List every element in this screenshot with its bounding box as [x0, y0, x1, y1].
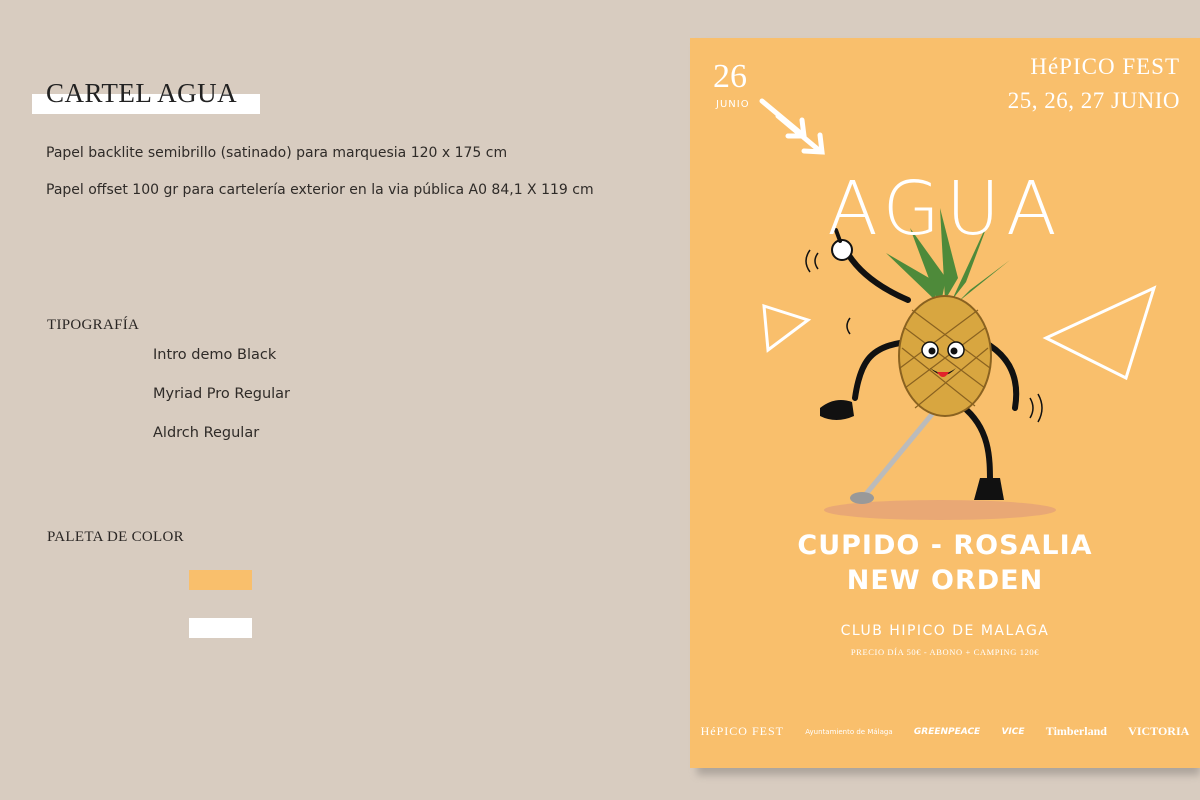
title-block [46, 78, 237, 109]
poster-venue: CLUB HIPICO DE MALAGA [840, 623, 1050, 639]
spec-line-1: Papel backlite semibrillo (satinado) para marquesia 120 x 175 cm [46, 145, 508, 161]
poster-lineup-1: CUPIDO - ROSALIA [797, 530, 1093, 561]
color-swatch-orange [189, 570, 252, 590]
sponsor-victoria: VICTORIA [1128, 724, 1190, 738]
pineapple-illustration [690, 38, 1200, 768]
font-item-myriad: Myriad Pro Regular [153, 386, 291, 402]
arrows-icon [762, 101, 822, 152]
poster-fest-name: HéPICO FEST [1030, 54, 1180, 79]
sponsor-timberland: Timberland [1045, 724, 1107, 738]
sponsor-hepico: HéPICO FEST [700, 724, 784, 738]
color-swatch-white [189, 618, 252, 638]
poster-month: JUNIO [716, 99, 750, 110]
typography-heading: TIPOGRAFÍA [47, 317, 140, 333]
sponsor-vice: VICE [1001, 726, 1025, 737]
poster-price: PRECIO DÍA 50€ - ABONO + CAMPING 120€ [850, 647, 1040, 657]
triangle-right-icon [1046, 288, 1154, 378]
sponsor-ayuntamiento: Ayuntamiento de Málaga [805, 727, 893, 736]
sponsor-strip [690, 724, 1200, 739]
triangle-left-icon [764, 306, 808, 350]
poster-lineup-2: NEW ORDEN [846, 565, 1044, 596]
sponsor-greenpeace: GREENPEACE [913, 726, 981, 737]
page-title: CARTEL AGUA [46, 78, 238, 108]
poster-fest-dates: 25, 26, 27 JUNIO [1007, 88, 1180, 113]
font-item-intro: Intro demo Black [153, 347, 277, 363]
spec-line-2: Papel offset 100 gr para cartelería exterior en la via pública A0 84,1 X 119 cm [46, 182, 594, 198]
poster [690, 38, 1200, 768]
poster-day: 26 [713, 58, 747, 95]
palette-heading: PALETA DE COLOR [47, 529, 184, 545]
poster-headline: AGUA [827, 166, 1063, 252]
font-item-aldrch: Aldrch Regular [153, 425, 260, 441]
